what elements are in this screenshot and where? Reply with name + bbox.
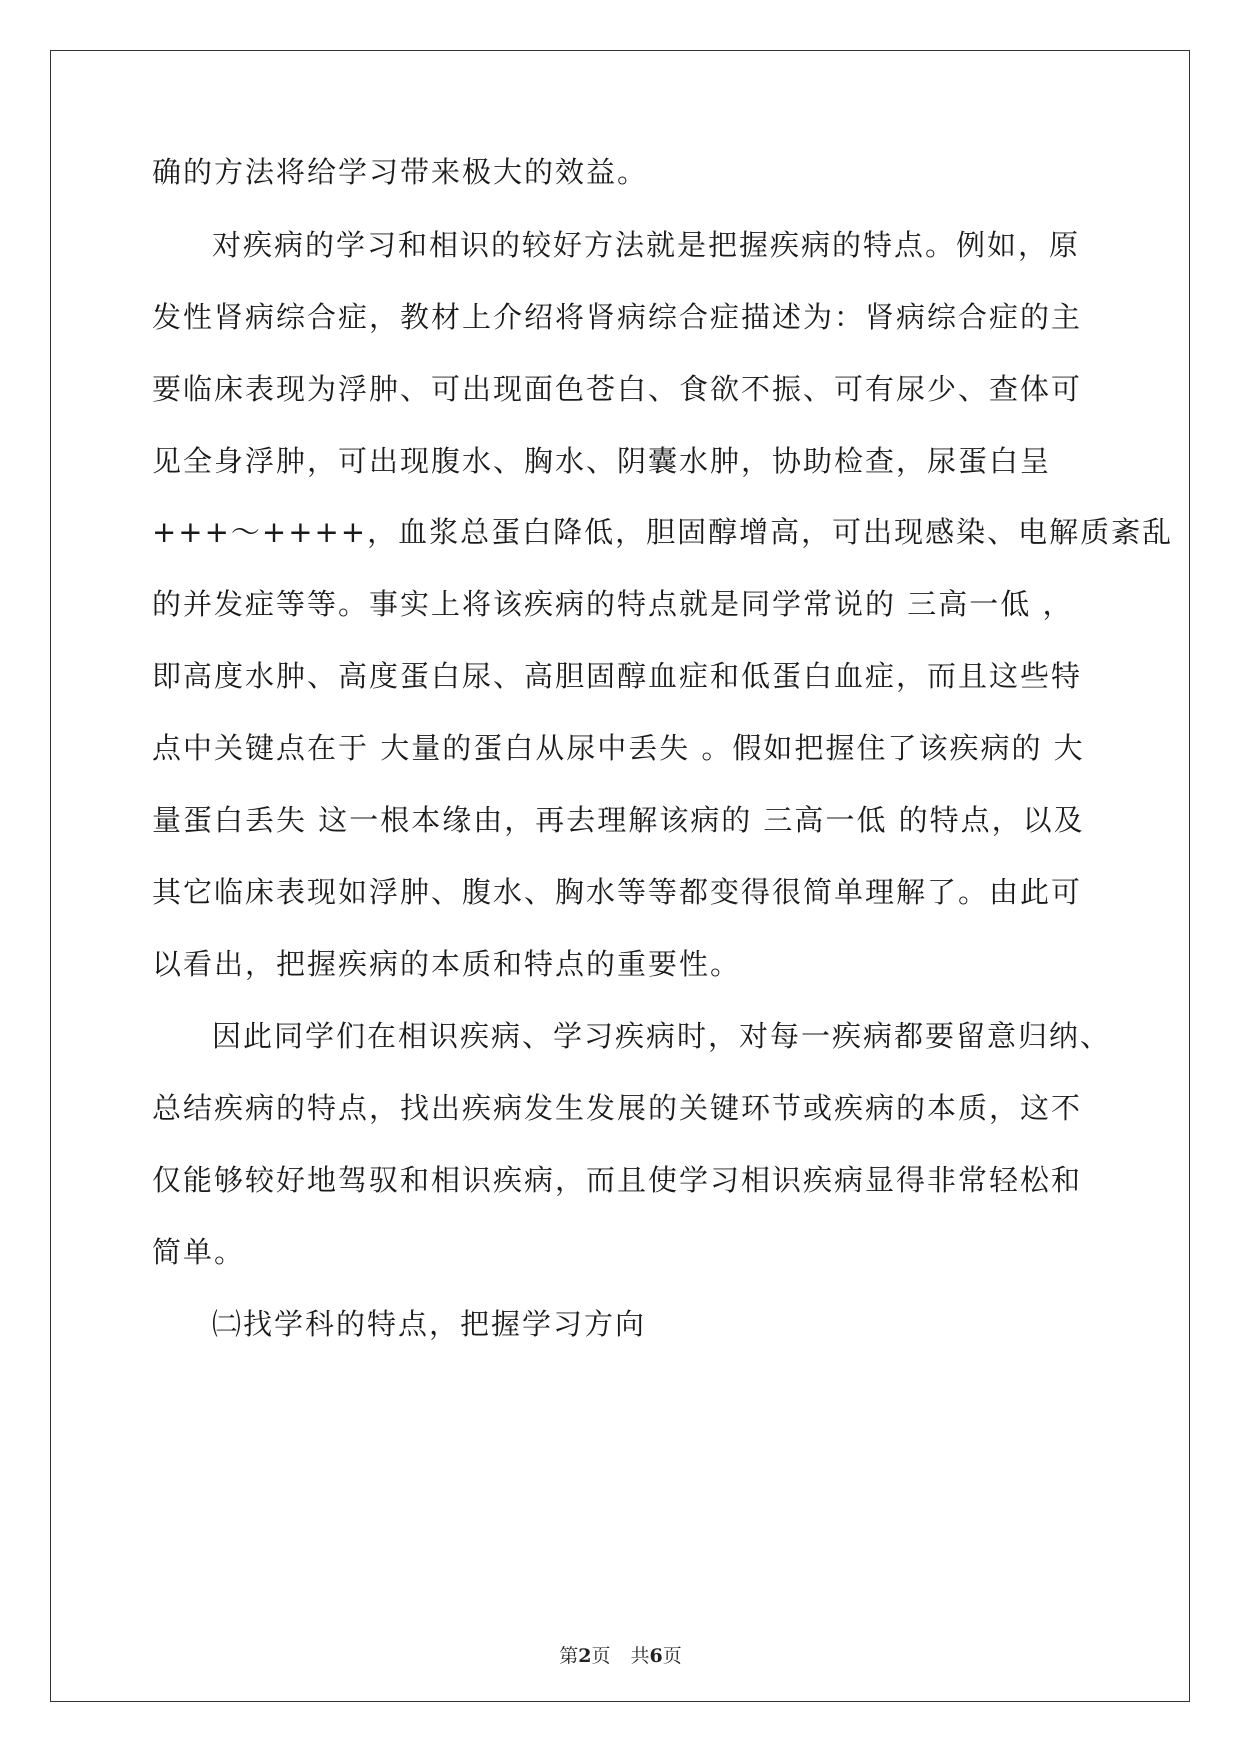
page-prefix: 第 — [559, 1645, 579, 1667]
body-line-7: 的并发症等等。事实上将该疾病的特点就是同学常说的 三高一低 ， — [152, 587, 1074, 621]
body-line-11: 其它临床表现如浮肿、腹水、胸水等等都变得很简单理解了。由此可 — [152, 875, 1083, 909]
body-line-12: 以看出，把握疾病的本质和特点的重要性。 — [152, 947, 742, 981]
body-line-13: 因此同学们在相识疾病、学习疾病时，对每一疾病都要留意归纳、 — [212, 1019, 1112, 1053]
body-line-10: 量蛋白丢失 这一根本缘由，再去理解该病的 三高一低 的特点，以及 — [152, 803, 1085, 837]
body-line-4: 要临床表现为浮肿、可出现面色苍白、食欲不振、可有尿少、查体可 — [152, 372, 1083, 406]
total-suffix: 页 — [662, 1645, 682, 1667]
total-pages: 6 — [649, 1645, 663, 1667]
page-footer — [0, 1644, 1241, 1668]
body-line-6: +++～++++，血浆总蛋白降低，胆固醇增高，可出现感染、电解质紊乱 — [152, 515, 1174, 549]
body-line-1: 确的方法将给学习带来极大的效益。 — [152, 155, 649, 189]
body-line-15: 仅能够较好地驾驭和相识疾病，而且使学习相识疾病显得非常轻松和 — [152, 1163, 1083, 1197]
section-heading: ㈡找学科的特点，把握学习方向 — [212, 1307, 647, 1341]
page-number: 2 — [578, 1645, 592, 1667]
total-prefix: 共 — [630, 1645, 650, 1667]
page-suffix: 页 — [591, 1645, 611, 1667]
body-line-2: 对疾病的学习和相识的较好方法就是把握疾病的特点。例如，原 — [212, 228, 1081, 262]
body-line-14: 总结疾病的特点，找出疾病发生发展的关键环节或疾病的本质，这不 — [152, 1091, 1083, 1125]
body-line-5: 见全身浮肿，可出现腹水、胸水、阴囊水肿，协助检查，尿蛋白呈 — [152, 444, 1052, 478]
body-line-9: 点中关键点在于 大量的蛋白从尿中丢失 。假如把握住了该疾病的 大 — [152, 731, 1085, 765]
body-line-16: 简单。 — [152, 1235, 246, 1269]
body-line-8: 即高度水肿、高度蛋白尿、高胆固醇血症和低蛋白血症，而且这些特 — [152, 659, 1083, 693]
body-line-3: 发性肾病综合症，教材上介绍将肾病综合症描述为：肾病综合症的主 — [152, 300, 1083, 334]
